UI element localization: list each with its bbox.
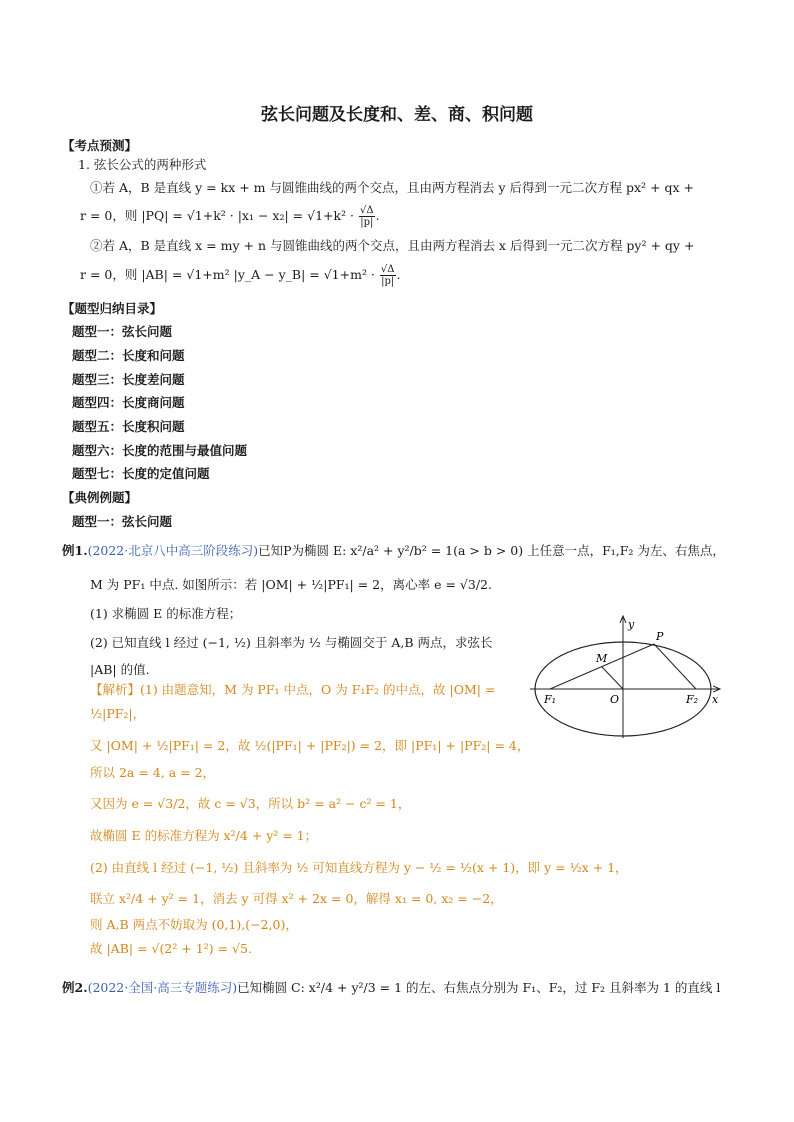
label-f1: F₁ [544,693,557,706]
label-m: M [596,652,608,665]
example-type-heading: 题型一：弦长问题 [72,514,173,529]
ellipse-figure [530,610,730,750]
example-1-stem: 已知P为椭圆 E: x²/a² + y²/b² = 1(a > b > 0) 上任意一点，F₁,F₂ 为左、右焦点， [258,543,725,558]
formula-1-text: r = 0，则 |PQ| = √1+k² · |x₁ − x₂| = √1+k² · [80,208,355,223]
catalog-item: 题型二：长度和问题 [72,348,185,363]
example-1-stem-line1 [62,541,725,561]
formula-2-fraction [380,264,396,287]
solution-line: (2) 由直线 l 经过 (−1, ½) 且斜率为 ½ 可知直线方程为 y − ½ = ½(x + 1)，即 y = ½x + 1， [90,860,628,875]
example-1-question-2: (2) 已知直线 l 经过 (−1, ½) 且斜率为 ½ 与椭圆交于 A,B 两点，求弦长 [90,635,493,650]
example-2-text: 已知椭圆 C: x²/4 + y²/3 = 1 的左、右焦点分别为 F₁、F₂，过 F₂ 且斜率为 1 的直线 l [237,980,721,995]
preview-formula-2-line2: r = 0，则 |AB| = √1+m² |y_A − y_B| = √1+m² · $\frac{√\Delta}{|p|}$ . [80,264,401,287]
preview-item-1: 1. 弦长公式的两种形式 [78,157,207,172]
catalog-item: 题型六：长度的范围与最值问题 [72,443,248,458]
example-2-label: 例2. [62,980,88,995]
catalog-item: 题型四：长度商问题 [72,395,185,410]
preview-formula-1-line2: r = 0，则 |PQ| = √1+k² · |x₁ − x₂| = √1+k² · $\frac{√\Delta}{|p|}$ . [80,205,380,228]
preview-formula-2-line1: ②若 A，B 是直线 x = my + n 与圆锥曲线的两个交点，且由两方程消去 x 后得到一元二次方程 py² + qy + [90,238,695,253]
section-examples: 【典例例题】 [62,490,138,505]
example-2-stem [62,978,720,998]
label-o: O [610,693,620,706]
example-2-source: (2022·全国·高三专题练习) [87,980,238,995]
solution-line: 【解析】(1) 由题意知，M 为 PF₁ 中点，O 为 F₁F₂ 的中点，故 |OM| = [90,682,496,697]
formula-2-text: r = 0，则 |AB| = √1+m² |y_A − y_B| = √1+m² · [80,267,375,282]
solution-line: 故椭圆 E 的标准方程为 x²/4 + y² = 1； [90,828,318,843]
label-f2: F₂ [686,693,699,706]
catalog-item: 题型七：长度的定值问题 [72,466,210,481]
formula-1-fraction [359,205,375,228]
formula-1-den: |p| [360,217,374,228]
catalog-item: 题型五：长度积问题 [72,419,185,434]
formula-1-num: √Δ [360,205,374,216]
solution-line: 又因为 e = √3/2，故 c = √3，所以 b² = a² − c² = 1， [90,796,411,811]
solution-line: ½|PF₂|， [90,706,146,721]
example-1-stem-line2: M 为 PF₁ 中点. 如图所示：若 |OM| + ½|PF₁| = 2，离心率 e = √3/2. [90,577,492,592]
formula-2-num: √Δ [380,264,395,275]
formula-2-den: |p| [381,276,395,287]
label-x: x [712,693,719,706]
catalog-item: 题型一：弦长问题 [72,324,173,339]
example-1-source: (2022·北京八中高三阶段练习) [87,543,259,558]
solution-line: 联立 x²/4 + y² = 1，消去 y 可得 x² + 2x = 0，解得 x₁ = 0, x₂ = −2， [90,891,503,906]
example-1-label: 例1. [62,543,88,558]
solution-line: 则 A,B 两点不妨取为 (0,1),(−2,0)， [90,917,298,932]
label-y: y [628,618,635,631]
page-title: 弦长问题及长度和、差、商、积问题 [261,105,533,125]
solution-line: 故 |AB| = √(2² + 1²) = √5. [90,941,252,956]
example-1-question-2b: |AB| 的值. [90,662,150,677]
preview-formula-1-line1: ①若 A，B 是直线 y = kx + m 与圆锥曲线的两个交点，且由两方程消去 y 后得到一元二次方程 px² + qx + [90,180,694,195]
solution-line: 又 |OM| + ½|PF₁| = 2，故 ½(|PF₁| + |PF₂|) = 2，即 |PF₁| + |PF₂| = 4， [90,738,530,753]
section-preview: 【考点预测】 [62,138,138,153]
section-catalog: 【题型归纳目录】 [62,301,163,316]
solution-line: 所以 2a = 4, a = 2， [90,765,216,780]
segment-om [602,667,623,689]
segment-pf1 [550,644,654,689]
label-p: P [656,630,664,643]
example-1-question-1: (1) 求椭圆 E 的标准方程； [90,606,242,621]
catalog-item: 题型三：长度差问题 [72,372,185,387]
